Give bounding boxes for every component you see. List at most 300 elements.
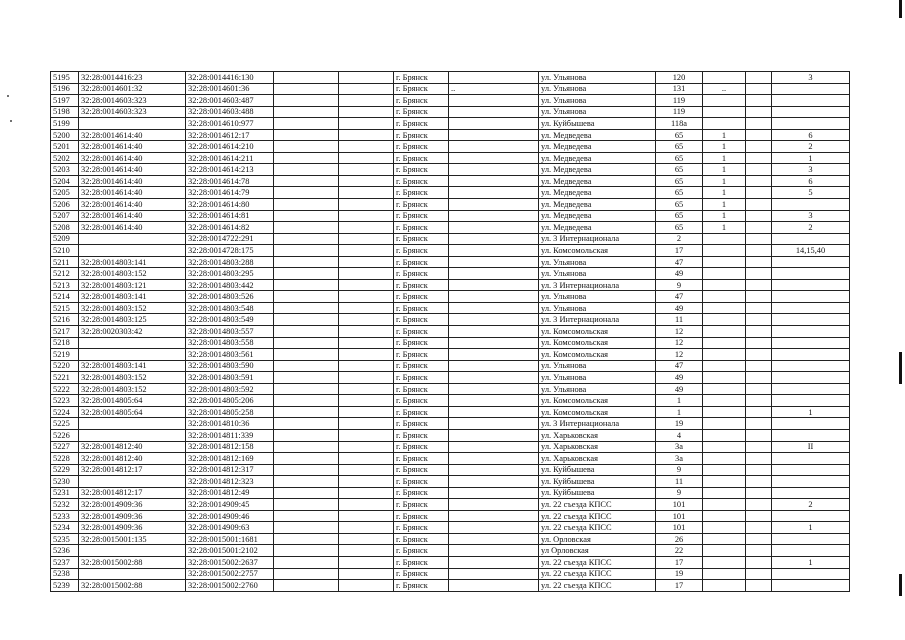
cadastral-object-number-cell: 32:28:0014812:158 <box>186 441 274 453</box>
row-number-cell: 5226 <box>51 429 79 441</box>
street-cell: ул. Комсомольская <box>539 349 656 361</box>
building-number-cell <box>703 476 746 488</box>
blank-col-11-cell <box>746 349 772 361</box>
row-number-cell: 5234 <box>51 522 79 534</box>
house-number-cell: 11 <box>656 476 703 488</box>
blank-col-5-cell <box>339 441 394 453</box>
building-number-cell: 1 <box>703 175 746 187</box>
street-cell: ул. Медведева <box>539 222 656 234</box>
house-number-cell: 101 <box>656 499 703 511</box>
house-number-cell: 65 <box>656 210 703 222</box>
house-number-cell: 1 <box>656 406 703 418</box>
table-row <box>51 279 850 291</box>
street-cell: ул. 22 съезда КПСС <box>539 580 656 592</box>
blank-col-7-cell <box>449 360 539 372</box>
building-number-cell <box>703 441 746 453</box>
table-row <box>51 499 850 511</box>
apartment-number-cell: 1 <box>772 406 850 418</box>
cadastral-object-number-cell: 32:28:0014614:80 <box>186 199 274 211</box>
blank-col-7-cell <box>449 487 539 499</box>
row-number-cell: 5230 <box>51 476 79 488</box>
house-number-cell: 12 <box>656 326 703 338</box>
city-cell: г. Брянск <box>394 453 449 465</box>
house-number-cell: 12 <box>656 349 703 361</box>
city-cell: г. Брянск <box>394 152 449 164</box>
apartment-number-cell: 2 <box>772 499 850 511</box>
table-row <box>51 349 850 361</box>
apartment-number-cell <box>772 487 850 499</box>
blank-col-7-cell <box>449 349 539 361</box>
cadastral-block-number-cell: 32:28:0014614:40 <box>79 141 186 153</box>
street-cell: ул. Комсомольская <box>539 395 656 407</box>
blank-col-11-cell <box>746 175 772 187</box>
cadastral-block-number-cell: 32:28:0014812:40 <box>79 453 186 465</box>
blank-col-4-cell <box>274 210 339 222</box>
blank-col-7-cell <box>449 199 539 211</box>
city-cell: г. Брянск <box>394 510 449 522</box>
blank-col-11-cell <box>746 383 772 395</box>
blank-col-4-cell <box>274 291 339 303</box>
cadastral-object-number-cell: 32:28:0014601:36 <box>186 83 274 95</box>
blank-col-7-cell: .. <box>449 83 539 95</box>
house-number-cell: 9 <box>656 279 703 291</box>
blank-col-7-cell <box>449 210 539 222</box>
row-number-cell: 5217 <box>51 326 79 338</box>
table-row <box>51 245 850 257</box>
building-number-cell <box>703 326 746 338</box>
building-number-cell <box>703 510 746 522</box>
blank-col-11-cell <box>746 372 772 384</box>
apartment-number-cell <box>772 418 850 430</box>
row-number-cell: 5225 <box>51 418 79 430</box>
city-cell: г. Брянск <box>394 556 449 568</box>
house-number-cell: 119 <box>656 106 703 118</box>
city-cell: г. Брянск <box>394 233 449 245</box>
row-number-cell: 5197 <box>51 95 79 107</box>
cadastral-object-number-cell: 32:28:0014803:549 <box>186 314 274 326</box>
city-cell: г. Брянск <box>394 175 449 187</box>
house-number-cell: 65 <box>656 187 703 199</box>
house-number-cell: 47 <box>656 291 703 303</box>
cadastral-block-number-cell <box>79 429 186 441</box>
city-cell: г. Брянск <box>394 72 449 84</box>
blank-col-7-cell <box>449 533 539 545</box>
house-number-cell: 11 <box>656 314 703 326</box>
cadastral-block-number-cell: 32:28:0014909:36 <box>79 522 186 534</box>
cadastral-object-number-cell: 32:28:0014805:258 <box>186 406 274 418</box>
street-cell: ул. Ульянова <box>539 383 656 395</box>
city-cell: г. Брянск <box>394 464 449 476</box>
row-number-cell: 5232 <box>51 499 79 511</box>
house-number-cell: 2 <box>656 233 703 245</box>
blank-col-11-cell <box>746 129 772 141</box>
building-number-cell <box>703 302 746 314</box>
city-cell: г. Брянск <box>394 199 449 211</box>
table-row <box>51 210 850 222</box>
blank-col-7-cell <box>449 476 539 488</box>
building-number-cell <box>703 256 746 268</box>
apartment-number-cell <box>772 453 850 465</box>
blank-col-5-cell <box>339 279 394 291</box>
cadastral-block-number-cell: 32:28:0015002:88 <box>79 556 186 568</box>
house-number-cell: 49 <box>656 302 703 314</box>
city-cell: г. Брянск <box>394 129 449 141</box>
street-cell: ул. Медведева <box>539 210 656 222</box>
city-cell: г. Брянск <box>394 487 449 499</box>
table-row <box>51 556 850 568</box>
blank-col-4-cell <box>274 302 339 314</box>
street-cell: ул. Комсомольская <box>539 245 656 257</box>
street-cell: ул. Медведева <box>539 152 656 164</box>
row-number-cell: 5199 <box>51 118 79 130</box>
building-number-cell <box>703 106 746 118</box>
apartment-number-cell <box>772 83 850 95</box>
city-cell: г. Брянск <box>394 349 449 361</box>
blank-col-11-cell <box>746 522 772 534</box>
table-row <box>51 418 850 430</box>
blank-col-11-cell <box>746 222 772 234</box>
blank-col-4-cell <box>274 233 339 245</box>
blank-col-4-cell <box>274 510 339 522</box>
blank-col-4-cell <box>274 395 339 407</box>
house-number-cell: 17 <box>656 556 703 568</box>
blank-col-5-cell <box>339 372 394 384</box>
cadastral-object-number-cell: 32:28:0014614:82 <box>186 222 274 234</box>
blank-col-11-cell <box>746 72 772 84</box>
blank-col-7-cell <box>449 233 539 245</box>
cadastral-object-number-cell: 32:28:0014803:548 <box>186 302 274 314</box>
blank-col-11-cell <box>746 279 772 291</box>
cadastral-object-number-cell: 32:28:0014803:442 <box>186 279 274 291</box>
city-cell: г. Брянск <box>394 106 449 118</box>
blank-col-11-cell <box>746 453 772 465</box>
building-number-cell <box>703 349 746 361</box>
blank-col-4-cell <box>274 349 339 361</box>
blank-col-11-cell <box>746 233 772 245</box>
row-number-cell: 5211 <box>51 256 79 268</box>
house-number-cell: 65 <box>656 129 703 141</box>
cadastral-object-number-cell: 32:28:0014909:63 <box>186 522 274 534</box>
street-cell: ул. Ульянова <box>539 256 656 268</box>
apartment-number-cell <box>772 360 850 372</box>
blank-col-7-cell <box>449 418 539 430</box>
apartment-number-cell <box>772 545 850 557</box>
table-row <box>51 326 850 338</box>
cadastral-object-number-cell: 32:28:0014812:317 <box>186 464 274 476</box>
building-number-cell <box>703 464 746 476</box>
row-number-cell: 5222 <box>51 383 79 395</box>
street-cell: ул. 22 съезда КПСС <box>539 522 656 534</box>
blank-col-4-cell <box>274 464 339 476</box>
apartment-number-cell <box>772 429 850 441</box>
blank-col-7-cell <box>449 464 539 476</box>
blank-col-5-cell <box>339 72 394 84</box>
blank-col-7-cell <box>449 118 539 130</box>
street-cell: ул. Комсомольская <box>539 406 656 418</box>
row-number-cell: 5208 <box>51 222 79 234</box>
blank-col-5-cell <box>339 464 394 476</box>
blank-col-11-cell <box>746 556 772 568</box>
city-cell: г. Брянск <box>394 302 449 314</box>
cadastral-object-number-cell: 32:28:0014803:288 <box>186 256 274 268</box>
row-number-cell: 5228 <box>51 453 79 465</box>
blank-col-5-cell <box>339 349 394 361</box>
blank-col-5-cell <box>339 222 394 234</box>
street-cell: ул. Ульянова <box>539 83 656 95</box>
building-number-cell: .. <box>703 83 746 95</box>
house-number-cell: 1 <box>656 395 703 407</box>
blank-col-11-cell <box>746 568 772 580</box>
street-cell: ул. Харьковская <box>539 429 656 441</box>
cadastral-block-number-cell <box>79 349 186 361</box>
blank-col-4-cell <box>274 129 339 141</box>
apartment-number-cell <box>772 337 850 349</box>
table-row <box>51 95 850 107</box>
building-number-cell <box>703 279 746 291</box>
table-row <box>51 222 850 234</box>
building-number-cell: 1 <box>703 129 746 141</box>
table-row <box>51 441 850 453</box>
house-number-cell: 65 <box>656 199 703 211</box>
table-row <box>51 510 850 522</box>
house-number-cell: 65 <box>656 141 703 153</box>
apartment-number-cell: 1 <box>772 152 850 164</box>
cadastral-block-number-cell: 32:28:0014614:40 <box>79 222 186 234</box>
table-row <box>51 291 850 303</box>
blank-col-5-cell <box>339 360 394 372</box>
blank-col-4-cell <box>274 83 339 95</box>
blank-col-7-cell <box>449 568 539 580</box>
city-cell: г. Брянск <box>394 441 449 453</box>
city-cell: г. Брянск <box>394 499 449 511</box>
cadastral-block-number-cell: 32:28:0015001:135 <box>79 533 186 545</box>
table-row <box>51 175 850 187</box>
blank-col-4-cell <box>274 476 339 488</box>
apartment-number-cell <box>772 106 850 118</box>
blank-col-4-cell <box>274 487 339 499</box>
blank-col-7-cell <box>449 291 539 303</box>
blank-col-7-cell <box>449 164 539 176</box>
blank-col-11-cell <box>746 406 772 418</box>
blank-col-4-cell <box>274 95 339 107</box>
blank-col-4-cell <box>274 187 339 199</box>
blank-col-4-cell <box>274 441 339 453</box>
house-number-cell: 65 <box>656 175 703 187</box>
building-number-cell <box>703 453 746 465</box>
row-number-cell: 5229 <box>51 464 79 476</box>
cadastral-object-number-cell: 32:28:0014614:210 <box>186 141 274 153</box>
city-cell: г. Брянск <box>394 187 449 199</box>
blank-col-5-cell <box>339 522 394 534</box>
building-number-cell: 1 <box>703 199 746 211</box>
city-cell: г. Брянск <box>394 395 449 407</box>
house-number-cell: 49 <box>656 372 703 384</box>
blank-col-11-cell <box>746 441 772 453</box>
row-number-cell: 5205 <box>51 187 79 199</box>
row-number-cell: 5207 <box>51 210 79 222</box>
blank-col-5-cell <box>339 499 394 511</box>
blank-col-5-cell <box>339 175 394 187</box>
row-number-cell: 5195 <box>51 72 79 84</box>
row-number-cell: 5204 <box>51 175 79 187</box>
row-number-cell: 5196 <box>51 83 79 95</box>
street-cell: ул. Медведева <box>539 175 656 187</box>
house-number-cell: 19 <box>656 418 703 430</box>
city-cell: г. Брянск <box>394 164 449 176</box>
street-cell: ул. 3 Интернационала <box>539 233 656 245</box>
blank-col-4-cell <box>274 106 339 118</box>
building-number-cell: 1 <box>703 152 746 164</box>
blank-col-5-cell <box>339 141 394 153</box>
city-cell: г. Брянск <box>394 476 449 488</box>
apartment-number-cell: 1 <box>772 556 850 568</box>
blank-col-5-cell <box>339 245 394 257</box>
table-row <box>51 118 850 130</box>
blank-col-7-cell <box>449 187 539 199</box>
blank-col-4-cell <box>274 453 339 465</box>
cadastral-object-number-cell: 32:28:0014416:130 <box>186 72 274 84</box>
city-cell: г. Брянск <box>394 118 449 130</box>
cadastral-block-number-cell <box>79 337 186 349</box>
house-number-cell: 101 <box>656 522 703 534</box>
table-row <box>51 302 850 314</box>
table-row <box>51 372 850 384</box>
blank-col-7-cell <box>449 510 539 522</box>
blank-col-11-cell <box>746 533 772 545</box>
blank-col-7-cell <box>449 522 539 534</box>
cadastral-object-number-cell: 32:28:0014812:169 <box>186 453 274 465</box>
apartment-number-cell <box>772 464 850 476</box>
blank-col-4-cell <box>274 268 339 280</box>
house-number-cell: 65 <box>656 164 703 176</box>
row-number-cell: 5214 <box>51 291 79 303</box>
table-row <box>51 337 850 349</box>
apartment-number-cell: 6 <box>772 129 850 141</box>
apartment-number-cell: II <box>772 441 850 453</box>
street-cell: ул. Куйбышева <box>539 476 656 488</box>
apartment-number-cell <box>772 291 850 303</box>
cadastral-block-number-cell: 32:28:0015002:88 <box>79 580 186 592</box>
street-cell: ул. 3 Интернационала <box>539 418 656 430</box>
building-number-cell <box>703 568 746 580</box>
cadastral-object-number-cell: 32:28:0014803:591 <box>186 372 274 384</box>
row-number-cell: 5206 <box>51 199 79 211</box>
cadastral-block-number-cell: 32:28:0014803:152 <box>79 383 186 395</box>
city-cell: г. Брянск <box>394 222 449 234</box>
blank-col-7-cell <box>449 556 539 568</box>
scan-speck <box>10 120 12 122</box>
table-row <box>51 314 850 326</box>
blank-col-11-cell <box>746 314 772 326</box>
blank-col-11-cell <box>746 256 772 268</box>
cadastral-object-number-cell: 32:28:0014803:561 <box>186 349 274 361</box>
apartment-number-cell <box>772 580 850 592</box>
city-cell: г. Брянск <box>394 418 449 430</box>
building-number-cell <box>703 360 746 372</box>
building-number-cell: 1 <box>703 141 746 153</box>
blank-col-4-cell <box>274 383 339 395</box>
apartment-number-cell: 6 <box>772 175 850 187</box>
blank-col-4-cell <box>274 522 339 534</box>
building-number-cell <box>703 314 746 326</box>
row-number-cell: 5210 <box>51 245 79 257</box>
house-number-cell: 49 <box>656 383 703 395</box>
city-cell: г. Брянск <box>394 268 449 280</box>
cadastral-block-number-cell: 32:28:0014812:17 <box>79 464 186 476</box>
blank-col-11-cell <box>746 245 772 257</box>
blank-col-4-cell <box>274 372 339 384</box>
street-cell: ул. Ульянова <box>539 360 656 372</box>
cadastral-object-number-cell: 32:28:0015002:2760 <box>186 580 274 592</box>
blank-col-11-cell <box>746 95 772 107</box>
street-cell: ул. Комсомольская <box>539 337 656 349</box>
row-number-cell: 5233 <box>51 510 79 522</box>
blank-col-5-cell <box>339 418 394 430</box>
apartment-number-cell <box>772 349 850 361</box>
street-cell: ул. Медведева <box>539 141 656 153</box>
blank-col-4-cell <box>274 580 339 592</box>
building-number-cell <box>703 556 746 568</box>
blank-col-7-cell <box>449 580 539 592</box>
table-row <box>51 406 850 418</box>
apartment-number-cell <box>772 395 850 407</box>
cadastral-block-number-cell: 32:28:0014603:323 <box>79 106 186 118</box>
cadastral-block-number-cell: 32:28:0014601:32 <box>79 83 186 95</box>
blank-col-11-cell <box>746 580 772 592</box>
street-cell: ул. Ульянова <box>539 268 656 280</box>
blank-col-7-cell <box>449 545 539 557</box>
cadastral-block-number-cell: 32:28:0014803:125 <box>79 314 186 326</box>
apartment-number-cell: 14,15,40 <box>772 245 850 257</box>
row-number-cell: 5221 <box>51 372 79 384</box>
house-number-cell: 17 <box>656 245 703 257</box>
blank-col-5-cell <box>339 406 394 418</box>
table-row <box>51 568 850 580</box>
apartment-number-cell: 2 <box>772 222 850 234</box>
building-number-cell <box>703 337 746 349</box>
cadastral-object-number-cell: 32:28:0014728:175 <box>186 245 274 257</box>
cadastral-object-number-cell: 32:28:0014810:36 <box>186 418 274 430</box>
blank-col-7-cell <box>449 499 539 511</box>
blank-col-7-cell <box>449 326 539 338</box>
table-row <box>51 360 850 372</box>
building-number-cell: 1 <box>703 210 746 222</box>
blank-col-11-cell <box>746 545 772 557</box>
blank-col-7-cell <box>449 106 539 118</box>
cadastral-object-number-cell: 32:28:0014811:339 <box>186 429 274 441</box>
row-number-cell: 5239 <box>51 580 79 592</box>
house-number-cell: 65 <box>656 222 703 234</box>
blank-col-11-cell <box>746 187 772 199</box>
cadastral-object-number-cell: 32:28:0014803:558 <box>186 337 274 349</box>
blank-col-4-cell <box>274 222 339 234</box>
scan-edge-mark <box>899 0 902 18</box>
blank-col-11-cell <box>746 476 772 488</box>
city-cell: г. Брянск <box>394 568 449 580</box>
cadastral-object-number-cell: 32:28:0014909:46 <box>186 510 274 522</box>
building-number-cell <box>703 487 746 499</box>
blank-col-5-cell <box>339 210 394 222</box>
building-number-cell <box>703 268 746 280</box>
building-number-cell <box>703 95 746 107</box>
table-row <box>51 187 850 199</box>
house-number-cell: 9 <box>656 464 703 476</box>
table-row <box>51 152 850 164</box>
blank-col-4-cell <box>274 314 339 326</box>
blank-col-5-cell <box>339 580 394 592</box>
cadastral-block-number-cell <box>79 233 186 245</box>
apartment-number-cell <box>772 476 850 488</box>
